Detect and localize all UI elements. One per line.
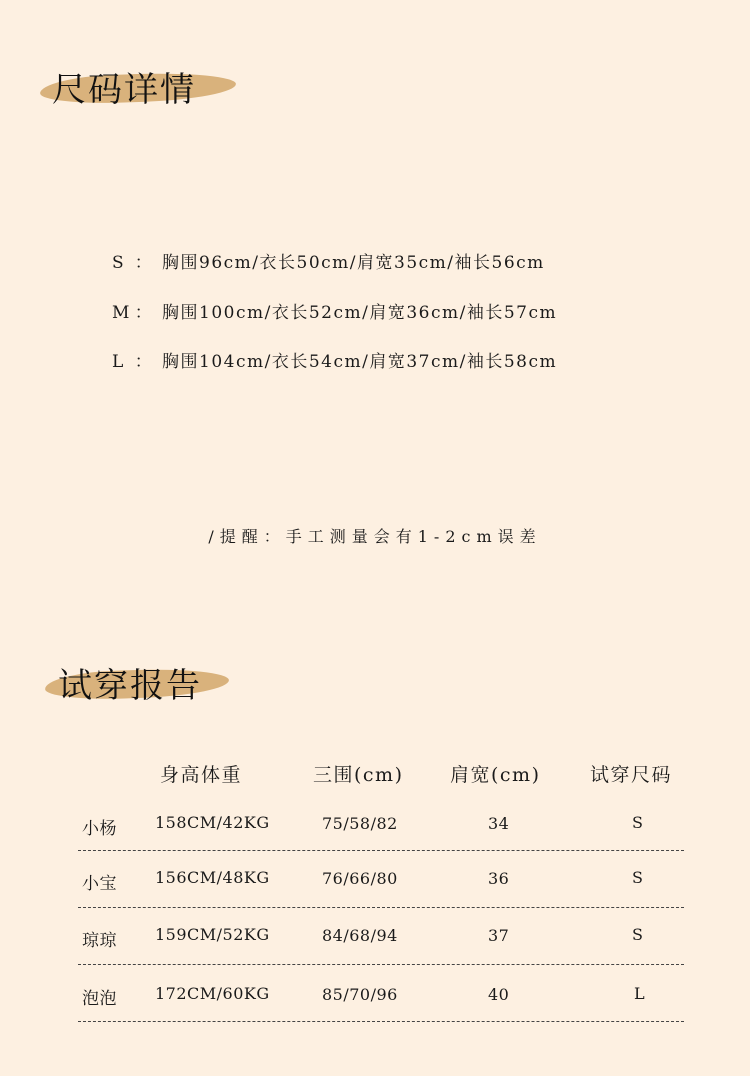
row-size: S <box>632 813 644 832</box>
table-row <box>78 907 684 965</box>
size-measurements: 胸围96cm/衣长50cm/肩宽35cm/袖长56cm <box>162 253 545 273</box>
size-separator: ： <box>134 253 154 273</box>
size-line-l <box>112 347 557 372</box>
header-measurements: 三围(cm) <box>313 764 404 786</box>
row-size: L <box>634 984 646 1003</box>
row-size: S <box>632 925 644 944</box>
row-measurements: 85/70/96 <box>322 985 398 1004</box>
size-code: L <box>112 352 125 372</box>
row-measurements: 76/66/80 <box>322 869 398 888</box>
size-measurements: 胸围104cm/衣长54cm/肩宽37cm/袖长58cm <box>162 352 558 372</box>
size-code: S <box>112 253 126 273</box>
table-row <box>78 964 684 1022</box>
size-line-m <box>112 298 557 323</box>
row-shoulder: 34 <box>488 814 510 833</box>
row-name: 琼琼 <box>82 931 117 951</box>
row-height-weight: 156CM/48KG <box>155 868 270 887</box>
measurement-note: /提醒：手工测量会有1-2cm误差 <box>208 527 542 546</box>
size-code: M <box>112 303 131 323</box>
row-name: 小宝 <box>82 874 117 894</box>
row-name: 小杨 <box>82 819 117 839</box>
tryon-report-title: 试穿报告 <box>58 666 202 706</box>
row-name: 泡泡 <box>82 989 117 1009</box>
row-measurements: 84/68/94 <box>322 926 398 945</box>
table-row <box>78 850 684 908</box>
row-height-weight: 172CM/60KG <box>155 984 270 1003</box>
row-shoulder: 36 <box>488 869 510 888</box>
header-shoulder: 肩宽(cm) <box>450 764 541 786</box>
size-separator: ： <box>134 352 154 372</box>
size-details-title: 尺码详情 <box>52 70 196 110</box>
row-height-weight: 158CM/42KG <box>155 813 270 832</box>
header-size: 试穿尺码 <box>590 764 673 786</box>
size-measurements: 胸围100cm/衣长52cm/肩宽36cm/袖长57cm <box>162 303 558 323</box>
row-measurements: 75/58/82 <box>322 814 398 833</box>
size-line-s <box>112 248 545 273</box>
row-size: S <box>632 868 644 887</box>
row-shoulder: 40 <box>488 985 510 1004</box>
table-row <box>78 793 684 851</box>
row-height-weight: 159CM/52KG <box>155 925 270 944</box>
size-separator: ： <box>134 303 154 323</box>
header-height-weight: 身高体重 <box>160 764 243 786</box>
row-shoulder: 37 <box>488 926 510 945</box>
